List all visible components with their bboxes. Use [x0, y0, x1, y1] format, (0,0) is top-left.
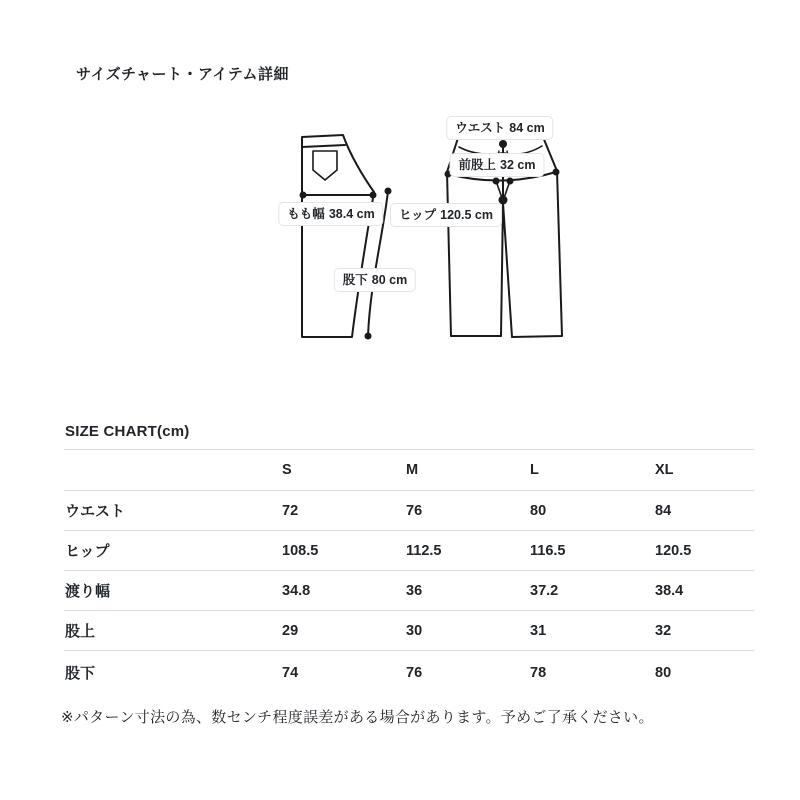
cell-value: 80 [655, 664, 672, 681]
measurement-label-inseam [334, 268, 416, 292]
row-label: ヒップ [65, 543, 110, 560]
cell-value: 29 [282, 622, 299, 639]
cell-value: 120.5 [655, 542, 692, 559]
table-row-waist [64, 491, 754, 531]
measurement-label-waist [446, 116, 553, 140]
cell-value: 34.8 [282, 582, 311, 599]
measure-value: 32 cm [500, 158, 536, 172]
measurement-label-hip [390, 203, 502, 227]
table-row-hip [64, 531, 754, 571]
cell-value: 84 [655, 502, 672, 519]
cell-value: 80 [530, 502, 547, 519]
measurement-label-thigh-width [278, 202, 383, 226]
row-label: 股上 [65, 623, 96, 640]
pants-measurement-illustration [270, 100, 620, 390]
size-chart-title: SIZE CHART(cm) [65, 423, 190, 440]
table-header-row [64, 450, 754, 491]
row-label: 股下 [65, 665, 96, 682]
cell-value: 30 [406, 622, 423, 639]
cell-value: 116.5 [530, 542, 566, 559]
row-label: ウエスト [65, 503, 126, 520]
measure-name: ヒップ [399, 208, 437, 222]
pants-side-view [300, 135, 392, 340]
page-title: サイズチャート・アイテム詳細 [76, 66, 289, 83]
cell-value: 37.2 [530, 582, 559, 599]
table-row-thigh-width [64, 571, 754, 611]
cell-value: 76 [406, 502, 423, 519]
measure-value: 120.5 cm [440, 208, 493, 222]
measure-name: 前股上 [458, 158, 497, 172]
cell-value: 112.5 [406, 542, 442, 559]
disclaimer-note: ※パターン寸法の為、数センチ程度誤差がある場合があります。予めご了承ください。 [61, 709, 654, 726]
measure-value: 38.4 cm [328, 207, 375, 221]
table-row-inseam [64, 651, 754, 694]
column-header-l: L [530, 462, 539, 478]
cell-value: 74 [282, 664, 299, 681]
row-label: 渡り幅 [65, 583, 111, 600]
measure-value: 84 cm [509, 121, 545, 135]
table-row-rise [64, 611, 754, 651]
cell-value: 108.5 [282, 542, 319, 559]
column-header-s: S [282, 462, 292, 478]
size-chart-table [64, 449, 754, 694]
measure-name: もも幅 [287, 207, 325, 221]
cell-value: 32 [655, 622, 672, 639]
measurement-label-front-rise [450, 153, 545, 177]
measure-name: ウエスト [455, 121, 506, 135]
cell-value: 31 [530, 622, 547, 639]
column-header-xl: XL [655, 462, 674, 478]
column-header-m: M [406, 462, 419, 478]
cell-value: 36 [406, 582, 423, 599]
measure-name: 股下 [342, 273, 368, 287]
cell-value: 38.4 [655, 582, 684, 599]
measure-value: 80 cm [371, 273, 408, 287]
cell-value: 78 [530, 664, 547, 681]
cell-value: 72 [282, 502, 299, 519]
cell-value: 76 [406, 664, 423, 681]
